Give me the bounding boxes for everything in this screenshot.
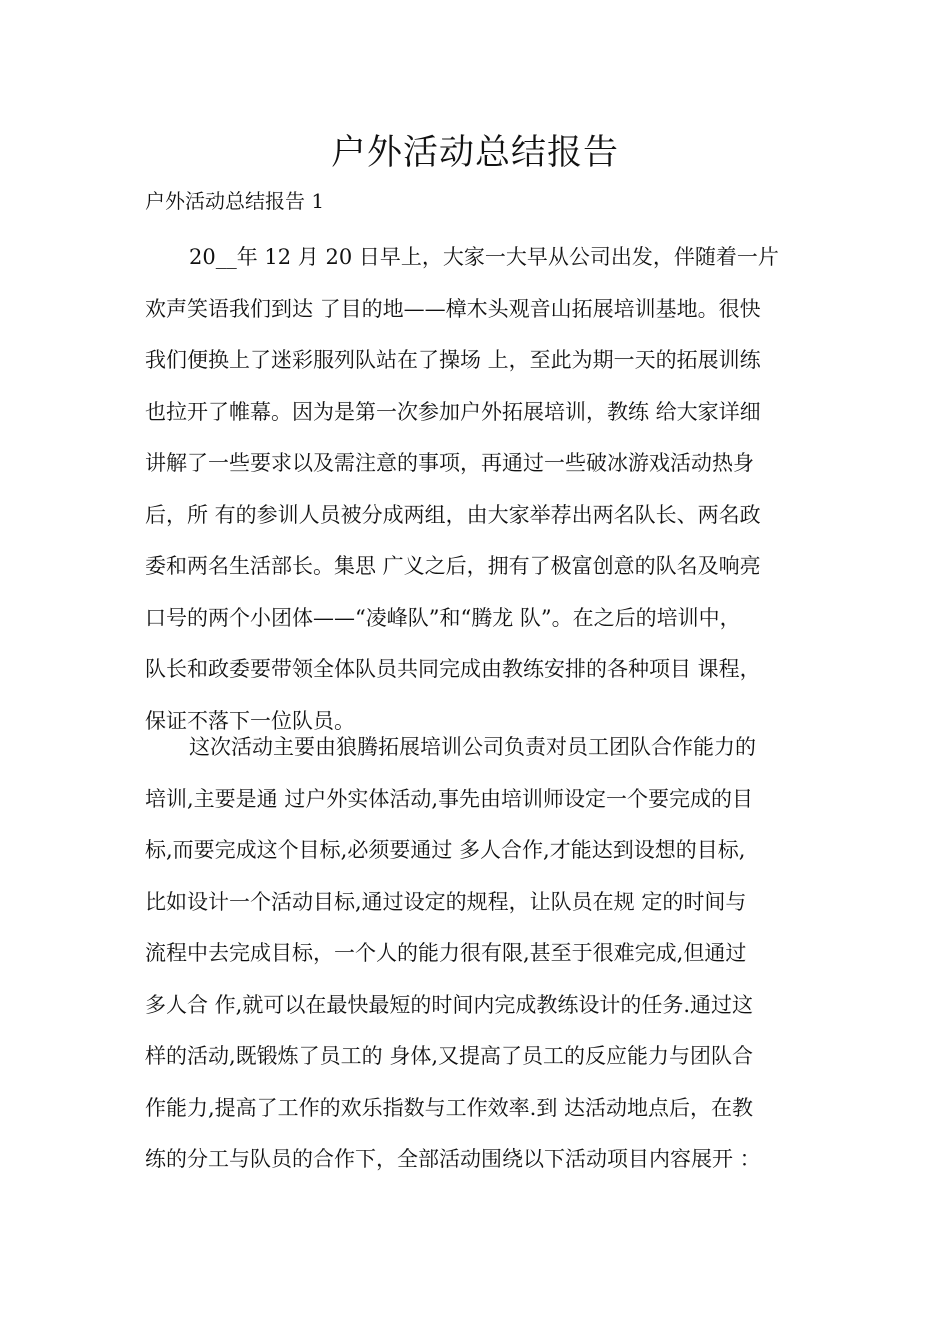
paragraph-line: 也拉开了帷幕。因为是第一次参加户外拓展培训，教练 给大家详细 [145, 399, 761, 424]
paragraph-line: 讲解了一些要求以及需注意的事项，再通过一些破冰游戏活动热身 [145, 451, 754, 475]
paragraph-line: 队长和政委要带领全体队员共同完成由教练安排的各种项目 课程， [145, 657, 761, 681]
paragraph-line: 委和两名生活部长。集思 广义之后，拥有了极富创意的队名及响亮 [145, 554, 761, 578]
paragraph-line: 样的活动,既锻炼了员工的 身体,又提高了员工的反应能力与团队合 [145, 1044, 754, 1068]
paragraph-line: 比如设计一个活动目标,通过设定的规程，让队员在规 定的时间与 [145, 889, 747, 914]
document-title: 户外活动总结报告 [330, 133, 619, 173]
paragraph-line: 培训,主要是通 过户外实体活动,事先由培训师设定一个要完成的目 [145, 786, 754, 811]
paragraph-line: 欢声笑语我们到达 了目的地——樟木头观音山拓展培训基地。很快 [145, 296, 761, 321]
paragraph-line: 流程中去完成目标，一个人的能力很有限,甚至于很难完成,但通过 [145, 941, 747, 965]
paragraph-line: 20__年 12 月 20 日早上，大家一大早从公司出发，伴随着一片 [189, 245, 779, 269]
paragraph-line: 多人合 作,就可以在最快最短的时间内完成教练设计的任务.通过这 [145, 992, 754, 1017]
paragraph-line: 后，所 有的参训人员被分成两组，由大家举荐出两名队长、两名政 [145, 502, 761, 527]
paragraph-line: 口号的两个小团体——“凌峰队”和“腾龙 队”。在之后的培训中， [145, 605, 741, 630]
paragraph-2 [145, 722, 825, 1186]
paragraph-line: 保证不落下一位队员。 [145, 708, 355, 733]
section-heading: 户外活动总结报告 1 [145, 189, 325, 213]
paragraph-1 [145, 232, 825, 747]
paragraph-line: 练的分工与队员的合作下，全部活动围绕以下活动项目内容展开 ： [145, 1147, 761, 1171]
paragraph-line: 这次活动主要由狼腾拓展培训公司负责对员工团队合作能力的 [189, 735, 756, 759]
paragraph-line: 我们便换上了迷彩服列队站在了操场 上，至此为期一天的拓展训练 [145, 348, 761, 372]
paragraph-line: 作能力,提高了工作的欢乐指数与工作效率.到 达活动地点后，在教 [145, 1095, 754, 1120]
paragraph-line: 标,而要完成这个目标,必须要通过 多人合作,才能达到设想的目标, [145, 838, 746, 862]
